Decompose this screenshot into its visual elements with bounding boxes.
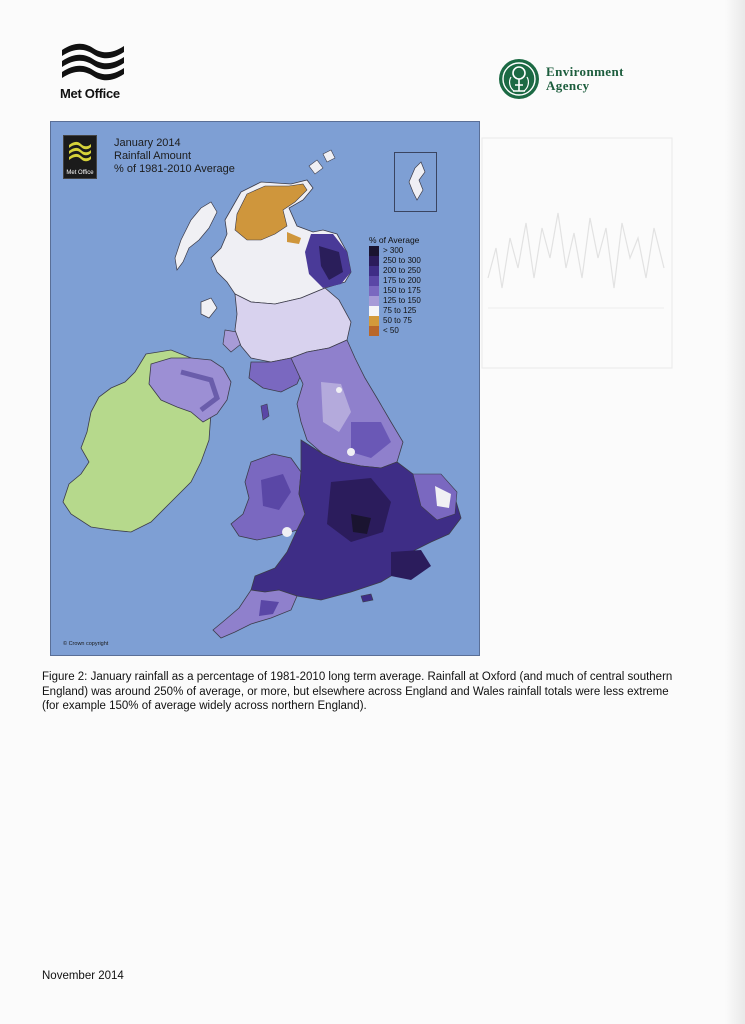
page-edge-shadow: [725, 0, 745, 1024]
legend-item: [369, 276, 421, 286]
legend-swatch: [369, 266, 379, 276]
copyright-notice: © Crown copyright: [63, 641, 109, 647]
legend-label: 50 to 75: [383, 316, 412, 325]
legend-swatch: [369, 296, 379, 306]
legend-swatch: [369, 306, 379, 316]
bleed-through-chart: [478, 128, 678, 378]
south-west-peninsula: [213, 590, 297, 638]
legend-label: 150 to 175: [383, 286, 421, 295]
legend-label: 175 to 200: [383, 276, 421, 285]
met-office-logo: [60, 42, 130, 104]
legend-swatch: [369, 316, 379, 326]
environment-agency-emblem-icon: [498, 58, 540, 100]
legend-label: < 50: [383, 326, 399, 335]
environment-agency-logo: [498, 58, 668, 102]
legend-swatch: [369, 256, 379, 266]
legend-swatch: [369, 286, 379, 296]
legend-label: > 300: [383, 246, 404, 255]
legend-item: [369, 326, 421, 336]
map-title: [114, 137, 235, 176]
legend-item: [369, 306, 421, 316]
legend-label: 250 to 300: [383, 256, 421, 265]
legend-item: [369, 266, 421, 276]
met-office-badge-waves-icon: [68, 140, 92, 162]
rainfall-map-panel: [50, 121, 480, 656]
footer-date: November 2014: [42, 970, 124, 982]
legend-swatch: [369, 276, 379, 286]
shetland-inset-box: [394, 152, 437, 212]
legend-item: [369, 286, 421, 296]
met-office-waves-icon: [60, 42, 126, 84]
legend-item: [369, 296, 421, 306]
figure-caption: Figure 2: January rainfall as a percentage of 1981-2010 long term average. Rainfall at Oxford (and much of central southern England) was around 250% of average, or more, but elsewhere across England and Wales rainfall totals were less extreme (for example 150% of average widely across northern England).: [42, 671, 673, 712]
legend-label: 75 to 125: [383, 306, 417, 315]
legend-item: [369, 316, 421, 326]
legend-item: [369, 246, 421, 256]
legend-swatch: [369, 246, 379, 256]
legend-item: [369, 256, 421, 266]
legend-title: % of Average: [369, 235, 420, 245]
map-legend: [369, 235, 421, 336]
met-office-badge: [63, 135, 97, 179]
met-office-wordmark: Met Office: [60, 86, 120, 101]
ea-wordmark-line2: Agency: [546, 78, 590, 93]
ea-wordmark-line1: Environment: [546, 64, 624, 79]
map-title-line: % of 1981-2010 Average: [114, 163, 235, 175]
map-title-line: Rainfall Amount: [114, 150, 192, 162]
map-title-line: January 2014: [114, 137, 181, 149]
legend-label: 125 to 150: [383, 296, 421, 305]
legend-label: 200 to 250: [383, 266, 421, 275]
legend-swatch: [369, 326, 379, 336]
badge-label: Met Office: [66, 170, 94, 176]
